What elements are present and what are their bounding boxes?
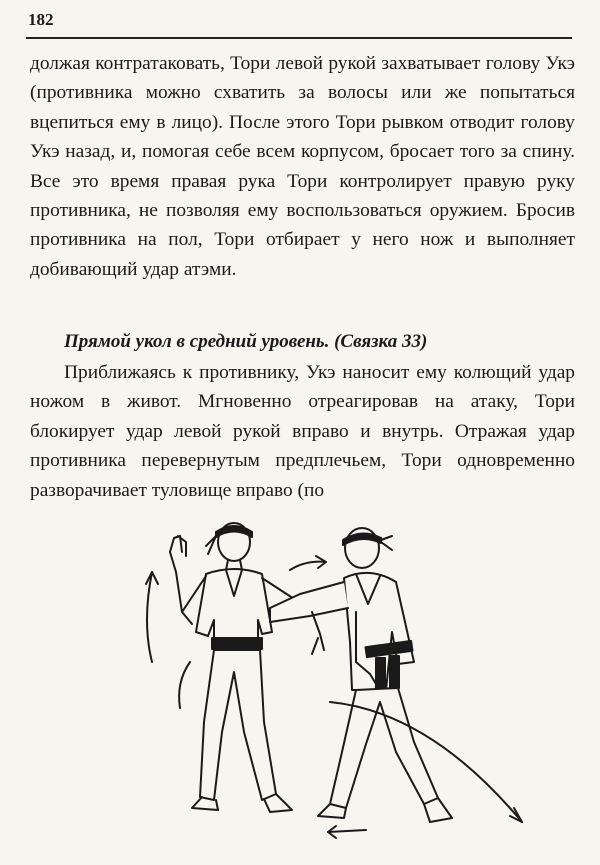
martial-arts-illustration xyxy=(130,512,540,842)
right-fighter-figure xyxy=(270,528,452,822)
section-heading: Прямой укол в средний уровень. (Связка 33) xyxy=(64,331,428,352)
header-rule xyxy=(26,37,572,39)
paragraph-2 xyxy=(30,358,575,505)
paragraph-1 xyxy=(30,49,575,284)
paragraph-2-text: Приближаясь к противнику, Укэ наносит ему колющий удар ножом в живот. Мгновенно отреагировав на атаку, Тори блокирует удар левой рукой вправо и внутрь. Отражая удар противника перевернутым предплечьем, Тори одновременно разворачивает туловище вправо (по xyxy=(30,362,575,501)
paragraph-1-text: должая контратаковать, Тори левой рукой захватывает голову Укэ (противника можно схватить за волосы или же попытаться вцепиться ему в лицо). После этого Тори рывком отводит голову Укэ назад, и, помогая себе всем корпусом, бросает того за спину. Все это время правая рука Тори контролирует правую руку противника, не позволяя ему воспользоваться оружием. Бросив противника на пол, Тори отбирает у него нож и выполняет добивающий удар атэми. xyxy=(30,53,575,280)
left-fighter-figure xyxy=(170,523,310,812)
page-number: 182 xyxy=(28,10,54,29)
